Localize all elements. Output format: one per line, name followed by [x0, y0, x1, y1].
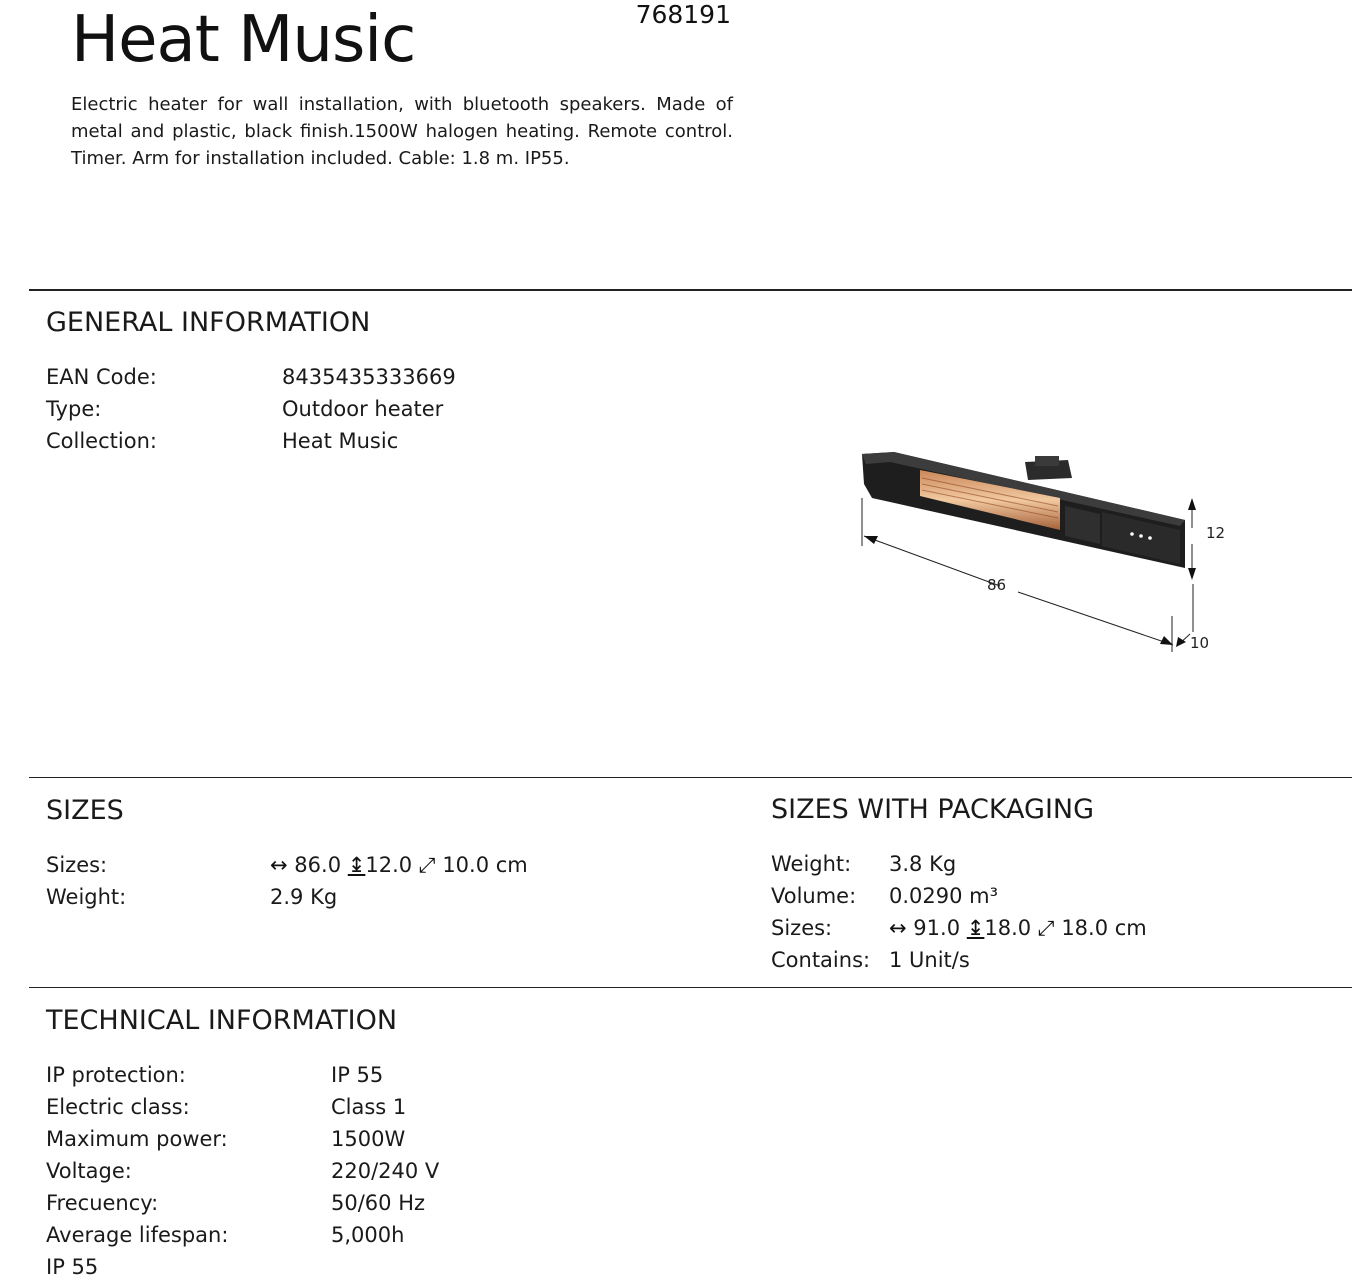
product-reference: 768191	[635, 0, 731, 29]
divider	[29, 987, 1352, 988]
heater-body	[862, 452, 1185, 568]
packaging-volume-value: 0.0290 m³	[889, 884, 999, 908]
packaging-weight-value: 3.8 Kg	[889, 852, 957, 876]
packaging-contains-value: 1 Unit/s	[889, 948, 970, 972]
general-label: EAN Code:	[46, 365, 157, 389]
technical-value: IP 55	[331, 1063, 384, 1087]
divider	[29, 289, 1352, 291]
product-description: Electric heater for wall installation, with bluetooth speakers. Made of metal and plastic, black finish.1500W halogen heating. Remote control. Timer. Arm for installation included. Cable: 1.8 m. IP55.	[71, 94, 733, 169]
packaging-sizes-value	[889, 912, 1147, 944]
depth-icon: ⤢	[418, 853, 436, 877]
mounting-bracket	[1025, 456, 1072, 480]
length-icon: ↔	[270, 853, 288, 877]
sizes-label: Sizes:	[46, 853, 108, 877]
height-icon: ↨	[347, 853, 366, 877]
ip-rating-badge: IP 55	[46, 1255, 99, 1279]
size-length: 86.0	[294, 853, 342, 877]
length-dimension-label: 86	[987, 576, 1007, 594]
packaging-volume-label: Volume:	[771, 884, 857, 908]
product-title: Heat Music	[71, 3, 416, 77]
technical-label: IP protection:	[46, 1063, 186, 1087]
depth-icon: ⤢	[1037, 916, 1055, 940]
weight-label: Weight:	[46, 885, 127, 909]
technical-heading: TECHNICAL INFORMATION	[46, 1005, 398, 1036]
packaging-size-unit: cm	[1114, 916, 1147, 940]
size-unit: cm	[495, 853, 528, 877]
height-icon: ↨	[966, 916, 985, 940]
general-value: 8435435333669	[282, 365, 456, 389]
height-dimension-label: 12	[1206, 524, 1226, 542]
divider	[29, 777, 1352, 778]
technical-label: Frecuency:	[46, 1191, 159, 1215]
packaging-size-depth: 18.0	[1061, 916, 1109, 940]
technical-label: Average lifespan:	[46, 1223, 229, 1247]
technical-label: Electric class:	[46, 1095, 190, 1119]
product-dimension-diagram	[850, 440, 1230, 670]
packaging-heading: SIZES WITH PACKAGING	[771, 794, 1095, 825]
sizes-value	[270, 849, 528, 881]
size-height: 12.0	[365, 853, 413, 877]
size-depth: 10.0	[442, 853, 490, 877]
general-heading: GENERAL INFORMATION	[46, 307, 371, 338]
weight-value: 2.9 Kg	[270, 885, 338, 909]
general-label: Collection:	[46, 429, 157, 453]
general-label: Type:	[46, 397, 102, 421]
sizes-heading: SIZES	[46, 795, 124, 826]
technical-value: 50/60 Hz	[331, 1191, 426, 1215]
technical-value: Class 1	[331, 1095, 407, 1119]
technical-value: 5,000h	[331, 1223, 405, 1247]
packaging-size-height: 18.0	[984, 916, 1032, 940]
technical-label: Maximum power:	[46, 1127, 228, 1151]
packaging-size-length: 91.0	[913, 916, 961, 940]
technical-value: 1500W	[331, 1127, 406, 1151]
depth-dimension-label: 10	[1190, 634, 1210, 652]
technical-value: 220/240 V	[331, 1159, 440, 1183]
technical-label: Voltage:	[46, 1159, 132, 1183]
packaging-weight-label: Weight:	[771, 852, 852, 876]
general-value: Outdoor heater	[282, 397, 444, 421]
packaging-sizes-label: Sizes:	[771, 916, 833, 940]
length-icon: ↔	[889, 916, 907, 940]
packaging-contains-label: Contains:	[771, 948, 871, 972]
general-value: Heat Music	[282, 429, 399, 453]
